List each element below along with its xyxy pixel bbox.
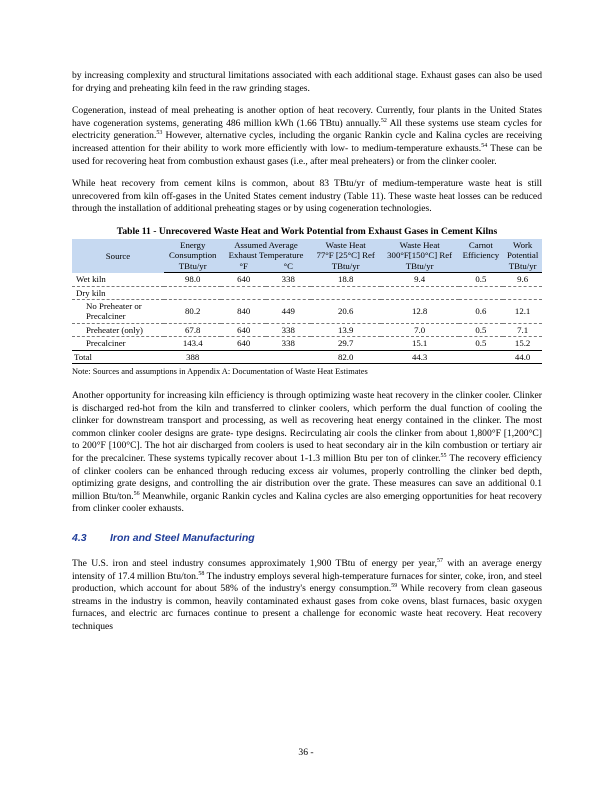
- cell-wh300: 12.8: [381, 299, 459, 323]
- paragraph-clinker-cooler: [72, 390, 542, 516]
- cell-work: 9.6: [503, 273, 542, 286]
- header-wh300: Waste Heat: [381, 239, 459, 250]
- footnote-ref: 53: [156, 130, 163, 137]
- cell-temp-c: 338: [266, 323, 311, 336]
- cell-temp-c: 449: [266, 299, 311, 323]
- text-run: The recovery efficiency of clinker coolers can be enhanced through reducing excess air volumes, properly controlling the clinker bed depth, optimizing grate designs, and controlling the air distribution over the grate. These measures can save an additional 0.1 million Btu/ton.: [72, 452, 542, 502]
- cell-wh77: 18.8: [311, 273, 381, 286]
- cell-energy: 67.8: [164, 323, 221, 336]
- cell-carnot: 0.6: [459, 299, 504, 323]
- cell-total-label: Total: [72, 350, 164, 363]
- footnote-ref: 52: [380, 117, 387, 124]
- cell-wh300: 15.1: [381, 337, 459, 350]
- waste-heat-table: [72, 239, 542, 364]
- text-run: All these systems use steam cycles for electricity generation.: [72, 117, 542, 142]
- cell-energy: [164, 286, 221, 299]
- header-energy-l2: Consumption: [164, 250, 221, 260]
- cell-temp-f: 640: [221, 323, 266, 336]
- cell-temp-f: 640: [221, 273, 266, 286]
- cell-empty: [459, 350, 504, 363]
- table-row: [72, 337, 542, 350]
- cell-carnot: [459, 286, 504, 299]
- cell-total-wh77: 82.0: [311, 350, 381, 363]
- cell-total-energy: 388: [164, 350, 221, 363]
- cell-source: No Preheater or Precalciner: [72, 299, 164, 323]
- table-note: Note: Sources and assumptions in Appendix A: Documentation of Waste Heat Estimates: [72, 367, 368, 376]
- header-work-l2: Potential: [503, 250, 542, 260]
- header-temp-c: °C: [266, 261, 311, 273]
- table-row: [72, 273, 542, 286]
- text-run: However, alternative cycles, including the organic Rankin cycle and Kalina cycles are receiving increased attention for their ability to work more efficiently with low- to medium-temperature exhausts.: [72, 130, 542, 154]
- cell-temp-c: 338: [266, 273, 311, 286]
- table-caption: Table 11 - Unrecovered Waste Heat and Work Potential from Exhaust Gases in Cement Kilns: [116, 225, 498, 237]
- header-temp-l2: Exhaust Temperature: [221, 250, 310, 260]
- cell-temp-f: 640: [221, 337, 266, 350]
- footnote-ref: 55: [440, 452, 447, 459]
- cell-temp-f: 840: [221, 299, 266, 323]
- cell-empty: [266, 350, 311, 363]
- section-heading: [72, 532, 542, 544]
- table-row: [72, 323, 542, 336]
- cell-carnot: 0.5: [459, 323, 504, 336]
- header-temp: Assumed Average: [221, 239, 310, 250]
- header-work-unit: TBtu/yr: [503, 261, 542, 273]
- header-wh77-l2: 77°F [25°C] Ref: [311, 250, 381, 260]
- footnote-ref: 54: [481, 142, 488, 149]
- text-run: The industry employs several high-temperature furnaces for sinter, coke, iron, and steel production, which account for about 58% of the industry's energy consumption.: [72, 570, 542, 595]
- footnote-ref: 56: [133, 490, 140, 497]
- text-run: These can be used for recovering heat from combustion exhaust gases (i.e., after meal preheaters) or from the clinker cooler.: [72, 142, 542, 167]
- cell-work: 7.1: [503, 323, 542, 336]
- cell-source: Wet kiln: [72, 273, 164, 286]
- header-wh77: Waste Heat: [311, 239, 381, 250]
- header-work: Work: [503, 239, 542, 250]
- text-run: Cogeneration, instead of meal preheating is another option of heat recovery. Currently, four plants in the United States have cogeneration systems, generating 486 million kWh (1.66 TBtu) annually.: [72, 105, 542, 129]
- cell-temp-c: 338: [266, 337, 311, 350]
- cell-energy: 143.4: [164, 337, 221, 350]
- cell-total-work: 44.0: [503, 350, 542, 363]
- page-number: 36 -: [298, 747, 314, 758]
- section-number: 4.3: [72, 531, 87, 544]
- document-page: [72, 70, 542, 644]
- paragraph-cogeneration: [72, 105, 542, 168]
- footnote-ref: 57: [437, 557, 443, 564]
- table-row: [72, 286, 542, 299]
- cell-wh300: 7.0: [381, 323, 459, 336]
- header-wh300-unit: TBtu/yr: [381, 261, 459, 273]
- table-row: [72, 299, 542, 323]
- header-wh77-unit: TBtu/yr: [311, 261, 381, 273]
- section-title: Iron and Steel Manufacturing: [110, 531, 255, 544]
- cell-source: Dry kiln: [72, 286, 164, 299]
- cell-work: [503, 286, 542, 299]
- cell-work: 12.1: [503, 299, 542, 323]
- header-carnot-unit: [459, 261, 504, 273]
- cell-wh77: 13.9: [311, 323, 381, 336]
- text-run: with an average energy intensity of 17.4 million Btu/ton.: [72, 557, 542, 582]
- footnote-ref: 58: [198, 570, 205, 577]
- cell-work: 15.2: [503, 337, 542, 350]
- cell-energy: 98.0: [164, 273, 221, 286]
- cell-wh77: [311, 286, 381, 299]
- paragraph-iron-steel: [72, 558, 542, 634]
- cell-energy: 80.2: [164, 299, 221, 323]
- cell-wh300: [381, 286, 459, 299]
- cell-carnot: 0.5: [459, 273, 504, 286]
- paragraph-unrecovered-heat: While heat recovery from cement kilns is common, about 83 TBtu/yr of medium-temperature waste heat is still unrecovered from kiln off-gases in the United States cement industry (Table 11). These waste heat losses can be reduced through the installation of additional preheating stages or by using cogeneration technologies.: [72, 178, 542, 215]
- header-carnot-l2: Efficiency: [459, 250, 504, 260]
- text-run: While recovery from clean gaseous streams in the industry is common, heavily contaminated exhaust gases from coke ovens, blast furnaces, basic oxygen furnaces, and electric arc furnaces continue to present a challenge for economic waste heat recovery. Heat recovery techniques: [72, 583, 543, 632]
- cell-wh77: 29.7: [311, 337, 381, 350]
- cell-source: Precalciner: [72, 337, 164, 350]
- cell-temp-f: [221, 286, 266, 299]
- header-wh300-l2: 300°F[150°C] Ref: [381, 250, 459, 260]
- text-run: Meanwhile, organic Rankin cycles and Kalina cycles are also emerging opportunities for heat recovery from clinker cooler exhausts.: [72, 490, 542, 515]
- cell-source: Preheater (only): [72, 323, 164, 336]
- header-energy-unit: TBtu/yr: [164, 261, 221, 273]
- header-carnot: Carnot: [459, 239, 504, 250]
- paragraph-kiln-stages: by increasing complexity and structural limitations associated with each additional stage. Exhaust gases can also be used for drying and preheating kiln feed in the raw grinding stages.: [72, 70, 542, 94]
- cell-carnot: 0.5: [459, 337, 504, 350]
- text-run: The U.S. iron and steel industry consumes approximately 1,900 TBtu of energy per year,: [72, 557, 437, 569]
- header-source: Source: [72, 239, 164, 273]
- text-run: Another opportunity for increasing kiln efficiency is through optimizing waste heat recovery in the clinker cooler. Clinker is discharged red-hot from the kiln and transferred to clinker coolers, which perform the dual function of cooling the clinker for downstream transport and processing, as well as recovering heat energy contained in the clinker. The most common clinker cooler designs are grate- type designs. Recirculating air cools the clinker from about 1,800°F [1,200°C] to 200°F [100°C]. The hot air discharged from coolers is used to heat secondary air in the kiln combustion or tertiary air for the precalciner. These systems typically recover about 1-1.3 million Btu per ton of clinker.: [72, 390, 542, 464]
- cell-total-wh300: 44.3: [381, 350, 459, 363]
- header-temp-f: °F: [221, 261, 266, 273]
- cell-wh300: 9.4: [381, 273, 459, 286]
- header-energy: Energy: [164, 239, 221, 250]
- cell-temp-c: [266, 286, 311, 299]
- cell-wh77: 20.6: [311, 299, 381, 323]
- cell-empty: [221, 350, 266, 363]
- footnote-ref: 59: [391, 582, 398, 589]
- table-total-row: [72, 350, 542, 363]
